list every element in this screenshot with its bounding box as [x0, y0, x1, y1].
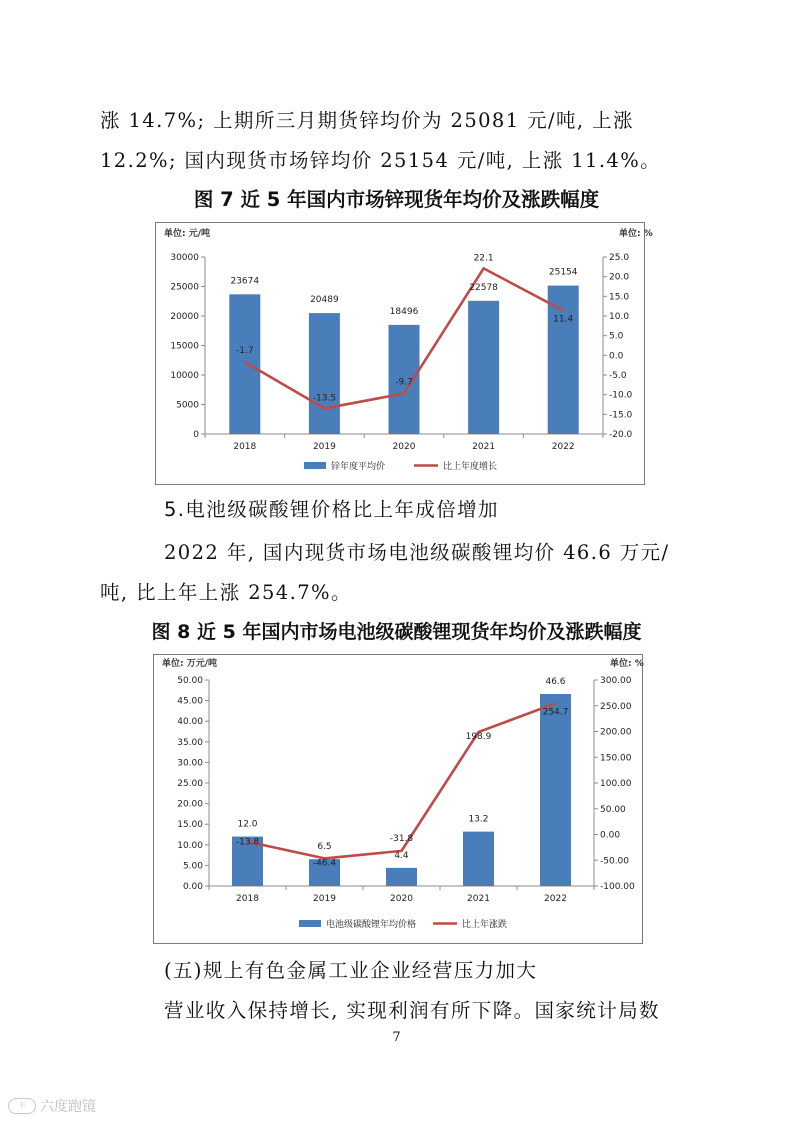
left-tick-label: 0: [193, 430, 199, 440]
right-unit-label: 单位: %: [619, 229, 653, 239]
legend-bar-swatch: [299, 920, 321, 927]
right-tick-label: 50.00: [600, 804, 626, 815]
x-tick-label: 2020: [392, 442, 416, 452]
right-tick-label: -15.0: [609, 410, 633, 421]
bar-2021: [463, 832, 494, 886]
left-tick-label: 40.00: [177, 717, 203, 728]
left-tick-label: 20.00: [177, 799, 203, 810]
right-tick-label: 0.0: [609, 351, 624, 362]
right-tick-label: -100.00: [600, 882, 635, 892]
lithium-price-chart: [153, 654, 643, 944]
right-tick-label: 10.0: [609, 312, 630, 322]
right-tick-label: 150.00: [600, 753, 632, 764]
legend-bar-label: 锌年度平均价: [331, 462, 386, 472]
watermark-logo-icon: 卡: [8, 1098, 36, 1114]
right-unit-label: 单位: %: [610, 659, 644, 669]
right-tick-label: 20.0: [609, 272, 630, 283]
left-tick-label: 30.00: [177, 758, 203, 769]
page-number: 7: [392, 1030, 401, 1045]
bar-data-label: 23674: [230, 276, 260, 287]
right-tick-label: -20.0: [609, 430, 633, 440]
line-data-label: -9.7: [395, 377, 413, 388]
zinc-price-chart: [155, 222, 653, 485]
lithium-price-chart-svg: [154, 655, 644, 945]
left-tick-label: 50.00: [177, 676, 203, 686]
right-tick-label: 100.00: [600, 779, 632, 789]
right-tick-label: 300.00: [600, 676, 632, 686]
paragraph-line: 2022 年, 国内现货市场电池级碳酸锂均价 46.6 万元/: [164, 541, 670, 564]
x-tick-label: 2018: [233, 442, 257, 452]
bar-2018: [229, 294, 260, 434]
zinc-price-chart-svg: [156, 223, 653, 486]
bar-data-label: 6.5: [317, 842, 332, 853]
x-tick-label: 2022: [551, 442, 575, 452]
bar-data-label: 25154: [548, 267, 578, 278]
line-data-label: 198.9: [465, 732, 492, 743]
left-tick-label: 20000: [170, 312, 199, 322]
bar-data-label: 13.2: [468, 814, 489, 825]
legend-bar-label: 电池级碳酸锂年均价格: [326, 920, 417, 930]
left-tick-label: 25000: [170, 282, 199, 293]
left-tick-label: 45.00: [177, 696, 203, 707]
bar-data-label: 20489: [310, 295, 339, 306]
x-tick-label: 2021: [472, 442, 496, 452]
bar-2020: [386, 868, 417, 886]
left-unit-label: 单位: 元/吨: [164, 229, 211, 239]
right-tick-label: 200.00: [600, 727, 632, 738]
right-tick-label: 0.00: [600, 830, 621, 841]
left-tick-label: 5.00: [182, 861, 203, 872]
bar-data-label: 22578: [469, 282, 498, 293]
x-tick-label: 2021: [467, 894, 490, 904]
line-data-label: 11.4: [553, 314, 574, 325]
left-tick-label: 35.00: [177, 737, 203, 748]
legend-line-label: 比上年度增长: [443, 462, 498, 472]
right-tick-label: -10.0: [609, 390, 633, 401]
right-tick-label: 250.00: [600, 701, 632, 712]
line-data-label: 22.1: [473, 253, 494, 264]
left-tick-label: 0.00: [182, 882, 203, 892]
left-unit-label: 单位: 万元/吨: [162, 659, 218, 669]
line-data-label: -13.8: [235, 837, 260, 848]
left-tick-label: 15000: [170, 341, 199, 352]
x-tick-label: 2019: [313, 894, 336, 904]
bar-2022: [540, 694, 571, 886]
right-tick-label: -5.0: [609, 371, 627, 381]
line-data-label: -46.4: [312, 858, 337, 869]
line-data-label: 254.7: [542, 707, 569, 718]
x-tick-label: 2022: [544, 894, 567, 904]
right-tick-label: 5.0: [609, 331, 624, 342]
left-tick-label: 5000: [176, 400, 199, 411]
left-tick-label: 25.00: [177, 779, 203, 789]
x-tick-label: 2020: [390, 894, 413, 904]
paragraph-line: 12.2%; 国内现货市场锌均价 25154 元/吨, 上涨 11.4%。: [100, 149, 662, 172]
section-heading: (五)规上有色金属工业企业经营压力加大: [164, 959, 538, 982]
line-data-label: -31.8: [389, 833, 414, 844]
left-tick-label: 15.00: [177, 820, 203, 831]
legend-line-label: 比上年涨跌: [462, 920, 508, 930]
figure8-caption: 图 8 近 5 年国内市场电池级碳酸锂现货年均价及涨跌幅度: [151, 621, 642, 643]
left-tick-label: 10.00: [177, 840, 203, 851]
right-tick-label: 25.0: [609, 253, 630, 263]
bar-2019: [309, 313, 340, 434]
right-tick-label: 15.0: [609, 292, 630, 303]
paragraph-line: 营业收入保持增长, 实现利润有所下降。国家统计局数: [164, 999, 660, 1022]
bar-2021: [468, 301, 499, 434]
section-heading: 5.电池级碳酸锂价格比上年成倍增加: [164, 498, 499, 521]
bar-data-label: 4.4: [394, 850, 409, 861]
legend-bar-swatch: [304, 462, 326, 469]
watermark-text: 六度跑镜: [40, 1099, 96, 1115]
bar-data-label: 18496: [389, 306, 419, 317]
right-tick-label: -50.00: [600, 856, 630, 867]
line-data-label: -1.7: [236, 346, 254, 357]
figure7-caption: 图 7 近 5 年国内市场锌现货年均价及涨跌幅度: [193, 188, 600, 211]
watermark: [8, 1096, 96, 1116]
bar-data-label: 12.0: [237, 819, 258, 830]
left-tick-label: 30000: [170, 253, 199, 263]
x-tick-label: 2019: [312, 442, 336, 452]
bar-data-label: 46.6: [545, 677, 566, 688]
paragraph-line: 涨 14.7%; 上期所三月期货锌均价为 25081 元/吨, 上涨: [100, 109, 634, 132]
line-data-label: -13.5: [312, 393, 337, 404]
bar-2022: [548, 286, 579, 434]
paragraph-line: 吨, 比上年上涨 254.7%。: [100, 581, 352, 604]
left-tick-label: 10000: [170, 371, 199, 381]
x-tick-label: 2018: [236, 894, 259, 904]
